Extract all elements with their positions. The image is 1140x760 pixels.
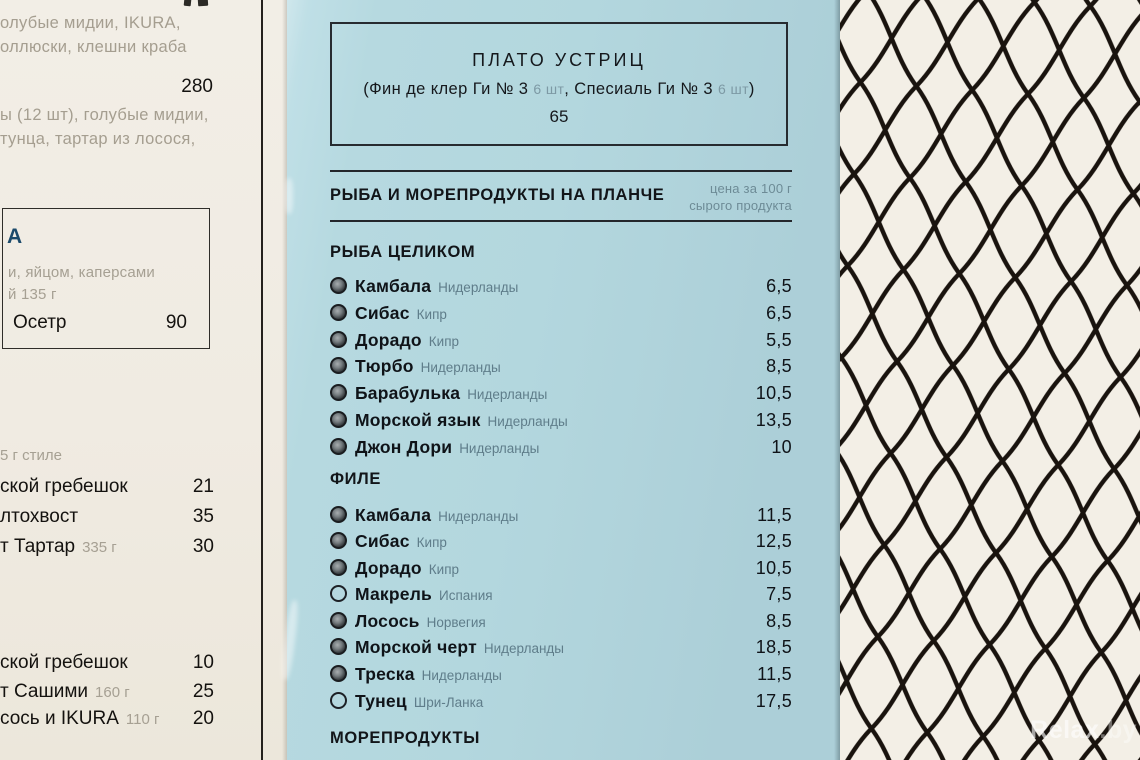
platter-title: ПЛАТО УСТРИЦ: [472, 50, 646, 70]
item-origin: Кипр: [416, 307, 447, 322]
item-origin: Испания: [438, 588, 493, 603]
item-price: 280: [181, 76, 213, 97]
item-price: 10: [771, 437, 792, 457]
item-name: ской гребешок: [0, 476, 128, 497]
item-price: 8,5: [766, 611, 792, 631]
item-price: 8,5: [766, 356, 792, 376]
item-name: Макрель: [355, 584, 432, 604]
item-name: Камбала: [355, 505, 432, 525]
menu-item-row: [330, 558, 792, 580]
menu-description-line: тунца, тартар из лосося,: [0, 130, 196, 148]
item-name: Дорадо: [355, 330, 422, 350]
menu-item-row: [330, 437, 792, 459]
item-name: Сибас: [355, 303, 410, 323]
menu-description-line: ы (12 шт), голубые мидии,: [0, 106, 209, 124]
item-origin: Нидерланды: [438, 509, 519, 524]
menu-item-row: [0, 536, 214, 558]
item-origin: Нидерланды: [487, 414, 568, 429]
round-stamp-icon: [330, 357, 347, 374]
item-origin: Норвегия: [426, 615, 486, 630]
menu-item-row: [330, 637, 792, 659]
round-stamp-icon: [330, 304, 347, 321]
menu-item-row: [330, 505, 792, 527]
item-name: Дорадо: [355, 558, 422, 578]
item-origin: Нидерланды: [438, 280, 519, 295]
item-origin: Нидерланды: [459, 441, 540, 456]
round-stamp-icon: [330, 559, 347, 576]
group-title: МОРЕПРОДУКТЫ: [330, 729, 480, 747]
item-price: 25: [192, 681, 214, 702]
round-stamp-icon: [330, 277, 347, 294]
menu-item-row: [330, 303, 792, 325]
item-name: Камбала: [355, 276, 432, 296]
item-price: 12,5: [755, 531, 792, 551]
item-name: ской гребешок: [0, 652, 128, 673]
item-name: лтохвост: [0, 506, 79, 527]
round-stamp-icon: [330, 665, 347, 682]
caviar-section-box: [2, 208, 210, 349]
item-price: 21: [192, 476, 214, 497]
outline-circle-icon: [330, 585, 347, 602]
section-heading-fragment: А: [7, 225, 24, 248]
item-origin: Кипр: [428, 562, 460, 577]
menu-item-row: [0, 652, 214, 674]
menu-item-row: [330, 383, 792, 405]
item-price: 11,5: [757, 505, 792, 525]
menu-item-row: [330, 664, 792, 686]
item-name: Тунец: [355, 691, 407, 711]
item-name: т Тартар: [0, 536, 76, 557]
menu-description-line: оллюски, клешни краба: [0, 38, 187, 56]
item-weight: 335 г: [82, 539, 117, 556]
menu-item-row: [330, 584, 792, 606]
menu-item-row: [0, 681, 214, 703]
item-price: 30: [192, 536, 214, 557]
blue-menu-card: [287, 0, 840, 760]
round-stamp-icon: [330, 532, 347, 549]
item-origin: Кипр: [416, 535, 447, 550]
left-menu-page: [0, 0, 287, 760]
section-title: РЫБА И МОРЕПРОДУКТЫ НА ПЛАНЧЕ: [330, 186, 665, 204]
item-price: 7,5: [766, 584, 792, 604]
page-edge-line: [261, 0, 263, 760]
cropped-digits-fragment: [198, 0, 208, 6]
quantity-label: 6 шт: [533, 81, 565, 97]
fishnet-page: [840, 0, 1140, 760]
oyster-platter-box: [330, 22, 788, 146]
item-name: Лосось: [355, 611, 420, 631]
menu-item-row: [0, 708, 214, 730]
menu-item-row: [330, 410, 792, 432]
round-stamp-icon: [330, 384, 347, 401]
quantity-label: 6 шт: [717, 81, 749, 97]
paper-scratch: [285, 178, 293, 214]
menu-item-row: [13, 312, 187, 334]
platter-subtitle: (Фин де клер Ги № 3 6 шт, Спесиаль Ги № 3 6 шт): [363, 80, 755, 98]
item-origin: Нидерланды: [421, 668, 502, 683]
item-origin: Кипр: [428, 334, 460, 349]
item-name: Джон Дори: [355, 437, 453, 457]
item-name: т Сашими: [0, 681, 89, 702]
menu-item-row: [330, 276, 792, 298]
platter-price: 65: [549, 107, 569, 126]
menu-item-row: [330, 356, 792, 378]
item-name: Барабулька: [355, 383, 461, 403]
item-price: 10,5: [755, 383, 792, 403]
item-origin: Нидерланды: [467, 387, 548, 402]
round-stamp-icon: [330, 612, 347, 629]
item-name: Тюрбо: [355, 356, 414, 376]
item-price: 10: [192, 652, 214, 673]
item-origin: Шри-Ланка: [413, 695, 484, 710]
item-origin: Нидерланды: [483, 641, 565, 656]
item-price: 6,5: [766, 303, 792, 323]
item-price: 18,5: [755, 637, 792, 657]
outline-circle-icon: [330, 692, 347, 709]
menu-item-row: [330, 531, 792, 553]
round-stamp-icon: [330, 506, 347, 523]
cropped-digits-fragment: [184, 0, 192, 6]
item-origin: Нидерланды: [420, 360, 501, 375]
item-name: сось и IKURA: [0, 708, 119, 729]
menu-description-line: 5 г стиле: [0, 447, 62, 464]
item-name: Треска: [355, 664, 415, 684]
item-price: 10,5: [755, 558, 792, 578]
item-price: 6,5: [766, 276, 792, 296]
item-weight: 160 г: [95, 684, 130, 701]
price-note: цена за 100 г сырого продукта: [689, 181, 792, 213]
round-stamp-icon: [330, 411, 347, 428]
item-name: Морской черт: [355, 637, 477, 657]
item-price: 35: [192, 506, 214, 527]
item-weight: 110 г: [125, 711, 160, 728]
menu-item-row: [0, 506, 214, 528]
menu-item-row: [330, 691, 792, 713]
item-name: Морской язык: [355, 410, 481, 430]
menu-description-line: й 135 г: [8, 286, 57, 303]
divider-line: [330, 220, 792, 222]
item-name: Сибас: [355, 531, 410, 551]
round-stamp-icon: [330, 638, 347, 655]
round-stamp-icon: [330, 331, 347, 348]
menu-item-row: [0, 476, 214, 498]
item-price: 90: [165, 312, 187, 333]
watermark-relax-by: Relax.by: [1030, 716, 1137, 744]
item-price: 13,5: [755, 410, 792, 430]
item-price: 20: [192, 708, 214, 729]
menu-item-row: [330, 330, 792, 352]
item-price: 5,5: [766, 330, 792, 350]
group-title: РЫБА ЦЕЛИКОМ: [330, 243, 476, 261]
item-price: 17,5: [755, 691, 792, 711]
menu-item-row: [330, 611, 792, 633]
item-price: 11,5: [757, 664, 792, 684]
divider-line: [330, 170, 792, 172]
group-title: ФИЛЕ: [330, 470, 381, 488]
menu-description-line: и, яйцом, каперсами: [8, 264, 156, 281]
round-stamp-icon: [330, 438, 347, 455]
menu-description-line: олубые мидии, IKURA,: [0, 14, 181, 32]
fishnet-pattern: [840, 0, 1140, 760]
item-name: Осетр: [13, 312, 67, 333]
